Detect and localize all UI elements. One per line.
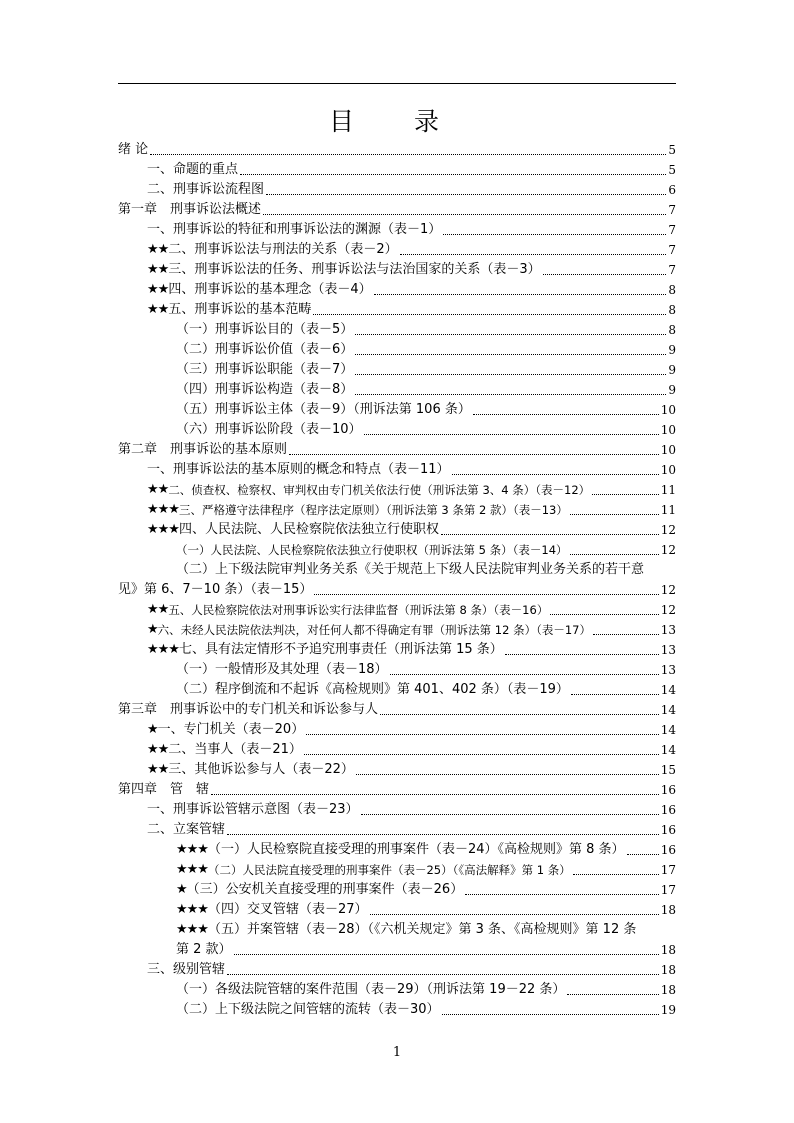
toc-entry[interactable] <box>118 1000 676 1020</box>
toc-entry-label: 二、侦查权、检察权、审判权由专门机关依法行使（刑诉法第 3、4 条）（表－12） <box>168 483 591 497</box>
importance-stars: ★★★ <box>147 522 179 537</box>
toc-entry-page: 8 <box>668 283 676 297</box>
toc-entry[interactable] <box>118 380 676 400</box>
toc-entry-label: 三、严格遵守法律程序（程序法定原则）（刑诉法第 3 条第 2 款）（表－13） <box>178 503 568 517</box>
toc-entry[interactable] <box>118 700 676 720</box>
dot-leader <box>314 594 658 595</box>
importance-stars: ★ <box>147 722 158 737</box>
dot-leader <box>573 874 659 875</box>
importance-stars: ★★ <box>147 762 169 777</box>
toc-entry-page: 9 <box>668 363 676 377</box>
dot-leader <box>227 974 659 975</box>
toc-entry-label: 第四章 管 辖 <box>118 782 210 797</box>
toc-entry-page: 7 <box>668 223 676 237</box>
dot-leader <box>441 534 659 535</box>
toc-entry[interactable] <box>118 620 676 640</box>
toc-entry-page: 18 <box>660 983 676 997</box>
toc-entry-label: 一、命题的重点 <box>147 162 239 177</box>
toc-entry[interactable] <box>118 720 676 740</box>
dot-leader <box>452 474 659 475</box>
toc-entry-page: 5 <box>668 163 676 177</box>
toc-entry-label: （二）上下级法院之间管辖的流转（表－30） <box>176 1002 440 1017</box>
dot-leader <box>505 654 659 655</box>
toc-entry-page: 16 <box>660 783 676 797</box>
toc-entry-label: 一、刑事诉讼管辖示意图（表－23） <box>147 802 359 817</box>
toc-entry-label: （六）刑事诉讼阶段（表－10） <box>176 422 362 437</box>
importance-stars: ★★ <box>147 302 169 317</box>
dot-leader <box>356 774 659 775</box>
toc-entry[interactable] <box>118 460 676 480</box>
dot-leader <box>442 1014 659 1015</box>
toc-entry[interactable] <box>118 360 676 380</box>
dot-leader <box>627 854 659 855</box>
toc-entry-label: （二）刑事诉讼价值（表－6） <box>176 342 354 357</box>
dot-leader <box>390 674 659 675</box>
toc-entry-page: 7 <box>668 203 676 217</box>
toc-entry-page: 10 <box>660 423 676 437</box>
toc-entry[interactable] <box>118 760 676 780</box>
toc-entry-page: 14 <box>660 683 676 697</box>
dot-leader <box>304 754 659 755</box>
dot-leader <box>355 354 666 355</box>
toc-entry-label-continued: 第 2 款） <box>176 942 232 957</box>
dot-leader <box>150 154 666 155</box>
toc-entry[interactable] <box>118 640 676 660</box>
dot-leader <box>306 734 659 735</box>
toc-entry-page: 5 <box>668 143 676 157</box>
toc-entry-page: 10 <box>660 463 676 477</box>
toc-entry[interactable] <box>118 300 676 320</box>
toc-entry-page: 18 <box>660 903 676 917</box>
importance-stars: ★★ <box>147 742 169 757</box>
toc-entry[interactable] <box>118 740 676 760</box>
toc-entry[interactable] <box>118 520 676 540</box>
toc-entry[interactable] <box>118 400 676 420</box>
toc-entry-label: 三、刑事诉讼法的任务、刑事诉讼法与法治国家的关系（表－3） <box>168 262 541 277</box>
toc-entry-page: 15 <box>660 763 676 777</box>
toc-entry[interactable] <box>118 340 676 360</box>
toc-entry-label: （一）刑事诉讼目的（表－5） <box>176 322 354 337</box>
toc-entry-page: 12 <box>660 543 676 557</box>
dot-leader <box>240 174 666 175</box>
toc-entry-page: 13 <box>660 623 676 637</box>
dot-leader <box>289 454 659 455</box>
dot-leader <box>443 234 666 235</box>
dot-leader <box>355 374 666 375</box>
toc-entry-page: 19 <box>660 1003 676 1017</box>
toc-entry-page: 12 <box>660 523 676 537</box>
dot-leader <box>473 414 659 415</box>
toc-entry-label: 二、刑事诉讼法与刑法的关系（表－2） <box>168 242 398 257</box>
toc-entry[interactable] <box>118 220 676 240</box>
toc-entry-label: 一、刑事诉讼的特征和刑事诉讼法的渊源（表－1） <box>147 222 442 237</box>
toc-entry-page: 9 <box>668 343 676 357</box>
dot-leader <box>570 554 659 555</box>
dot-leader <box>543 274 667 275</box>
toc-entry-page: 11 <box>660 503 676 517</box>
toc-entry-page: 18 <box>660 963 676 977</box>
toc-entry[interactable] <box>118 800 676 820</box>
toc-entry[interactable] <box>118 840 676 860</box>
dot-leader <box>465 894 659 895</box>
toc-entry-label: （二）程序倒流和不起诉《高检规则》第 401、402 条）（表－19） <box>176 682 569 697</box>
importance-stars: ★★★ <box>176 922 208 937</box>
importance-stars: ★★★ <box>147 642 179 657</box>
toc-entry[interactable] <box>118 480 676 500</box>
dot-leader <box>380 714 659 715</box>
toc-entry-page: 18 <box>660 943 676 957</box>
toc-entry-label: （二）上下级法院审判业务关系《关于规范上下级人民法院审判业务关系的若干意 <box>176 562 645 577</box>
toc-entry-label: （五）并案管辖（表－28）（《六机关规定》第 3 条、《高检规则》第 12 条 <box>207 922 637 937</box>
toc-entry-label: 第一章 刑事诉讼法概述 <box>118 202 262 217</box>
toc-entry-label: （四）交叉管辖（表－27） <box>207 902 368 917</box>
toc-entry[interactable] <box>118 680 676 700</box>
toc-entry[interactable] <box>118 500 676 520</box>
toc-entry-label-continued: 见》第 6、7－10 条）（表－15） <box>118 582 313 597</box>
toc-entry-page: 16 <box>660 823 676 837</box>
dot-leader <box>370 914 659 915</box>
toc-entry-page: 12 <box>660 603 676 617</box>
toc-entry-page: 9 <box>668 383 676 397</box>
toc-entry-label: 第三章 刑事诉讼中的专门机关和诉讼参与人 <box>118 702 379 717</box>
toc-entry[interactable] <box>118 440 676 460</box>
importance-stars: ★★ <box>147 242 169 257</box>
toc-entry-label: 第二章 刑事诉讼的基本原则 <box>118 442 288 457</box>
toc-entry[interactable] <box>118 860 676 880</box>
toc-entry-page: 12 <box>660 583 676 597</box>
toc-entry-label: （一）各级法院管辖的案件范围（表－29）（刑诉法第 19－22 条） <box>176 982 566 997</box>
importance-stars: ★★★ <box>147 502 179 517</box>
toc-entry[interactable] <box>118 540 676 560</box>
toc-entry[interactable] <box>118 240 676 260</box>
toc-entry[interactable] <box>118 260 676 280</box>
toc-entry-page: 17 <box>660 883 676 897</box>
top-rule <box>118 83 676 84</box>
dot-leader <box>567 994 658 995</box>
importance-stars: ★★★ <box>176 902 208 917</box>
toc-entry-page: 14 <box>660 743 676 757</box>
dot-leader <box>570 514 659 515</box>
importance-stars: ★★ <box>147 602 169 617</box>
toc-entry-page: 17 <box>660 863 676 877</box>
dot-leader <box>571 694 659 695</box>
toc-entry-page: 16 <box>660 843 676 857</box>
dot-leader <box>592 494 659 495</box>
dot-leader <box>313 314 666 315</box>
toc-entry[interactable] <box>118 420 676 440</box>
dot-leader <box>355 334 666 335</box>
toc-entry-page: 14 <box>660 723 676 737</box>
toc-entry-label: 五、刑事诉讼的基本范畴 <box>168 302 312 317</box>
toc-entry-page: 13 <box>660 643 676 657</box>
toc-entry-label: 二、立案管辖 <box>147 822 226 837</box>
toc-entry[interactable] <box>118 920 676 960</box>
dot-leader <box>263 214 666 215</box>
importance-stars: ★★ <box>147 262 169 277</box>
importance-stars: ★★ <box>147 282 169 297</box>
importance-stars: ★★★ <box>176 862 208 877</box>
toc-entry-page: 10 <box>660 403 676 417</box>
toc-entry-label: 五、人民检察院依法对刑事诉讼实行法律监督（刑诉法第 8 条）（表－16） <box>168 603 549 617</box>
toc-entry[interactable] <box>118 780 676 800</box>
dot-leader <box>211 794 659 795</box>
dot-leader <box>400 254 667 255</box>
toc-entry-page: 13 <box>660 663 676 677</box>
toc-entry-label: 二、当事人（表－21） <box>168 742 302 757</box>
toc-entry[interactable] <box>118 960 676 980</box>
toc-entry-label: 绪 论 <box>118 142 149 157</box>
page-number: 1 <box>392 1045 402 1060</box>
toc-entry-page: 11 <box>660 483 676 497</box>
dot-leader <box>355 394 666 395</box>
toc-entry[interactable] <box>118 660 676 680</box>
dot-leader <box>550 614 658 615</box>
page-title: 目 录 <box>329 107 465 136</box>
importance-stars: ★ <box>147 622 158 637</box>
toc-entry-label: （二）人民法院直接受理的刑事案件（表－25）（《高法解释》第 1 条） <box>207 863 571 877</box>
toc-entry[interactable] <box>118 140 676 160</box>
dot-leader <box>234 954 659 955</box>
toc-entry[interactable] <box>118 600 676 620</box>
dot-leader <box>593 634 659 635</box>
toc-entry[interactable] <box>118 900 676 920</box>
toc-entry-page: 14 <box>660 703 676 717</box>
importance-stars: ★★★ <box>176 842 208 857</box>
toc-entry-label: 七、具有法定情形不予追究刑事责任（刑诉法第 15 条） <box>178 642 503 657</box>
toc-entry[interactable] <box>118 320 676 340</box>
table-of-contents <box>118 140 676 1020</box>
toc-entry-page: 10 <box>660 443 676 457</box>
toc-entry-label: 三、级别管辖 <box>147 962 226 977</box>
dot-leader <box>374 294 667 295</box>
toc-entry-label: （三）公安机关直接受理的刑事案件（表－26） <box>186 882 464 897</box>
toc-entry-label: （一）人民法院、人民检察院依法独立行使职权（刑诉法第 5 条）（表－14） <box>176 543 568 557</box>
toc-entry-label: 三、其他诉讼参与人（表－22） <box>168 762 354 777</box>
dot-leader <box>361 814 659 815</box>
toc-entry-label: （四）刑事诉讼构造（表－8） <box>176 382 354 397</box>
toc-entry[interactable] <box>118 180 676 200</box>
toc-entry-label: （一）一般情形及其处理（表－18） <box>176 662 388 677</box>
toc-entry-label: 六、未经人民法院依法判决，对任何人都不得确定有罪（刑诉法第 12 条）（表－17） <box>157 623 591 637</box>
toc-entry-page: 16 <box>660 803 676 817</box>
toc-entry-label: 四、人民法院、人民检察院依法独立行使职权 <box>178 522 439 537</box>
toc-entry-page: 8 <box>668 303 676 317</box>
toc-entry[interactable] <box>118 980 676 1000</box>
toc-entry[interactable] <box>118 820 676 840</box>
toc-entry-label: 二、刑事诉讼流程图 <box>147 182 265 197</box>
toc-entry[interactable] <box>118 200 676 220</box>
toc-entry-page: 7 <box>668 263 676 277</box>
toc-entry-page: 7 <box>668 243 676 257</box>
importance-stars: ★★ <box>147 482 169 497</box>
toc-entry-page: 8 <box>668 323 676 337</box>
toc-entry-page: 6 <box>668 183 676 197</box>
toc-entry-label: 四、刑事诉讼的基本理念（表－4） <box>168 282 372 297</box>
toc-entry[interactable] <box>118 280 676 300</box>
toc-entry[interactable] <box>118 880 676 900</box>
toc-entry-label: （三）刑事诉讼职能（表－7） <box>176 362 354 377</box>
toc-entry[interactable] <box>118 560 676 600</box>
toc-entry-label: （五）刑事诉讼主体（表－9）（刑诉法第 106 条） <box>176 402 471 417</box>
dot-leader <box>364 434 659 435</box>
toc-entry-label: （一）人民检察院直接受理的刑事案件（表－24）《高检规则》第 8 条） <box>207 842 625 857</box>
dot-leader <box>266 194 666 195</box>
dot-leader <box>227 834 659 835</box>
toc-entry-label: 一、刑事诉讼法的基本原则的概念和特点（表－11） <box>147 462 450 477</box>
toc-entry[interactable] <box>118 160 676 180</box>
toc-entry-label: 一、专门机关（表－20） <box>157 722 305 737</box>
importance-stars: ★ <box>176 882 187 897</box>
